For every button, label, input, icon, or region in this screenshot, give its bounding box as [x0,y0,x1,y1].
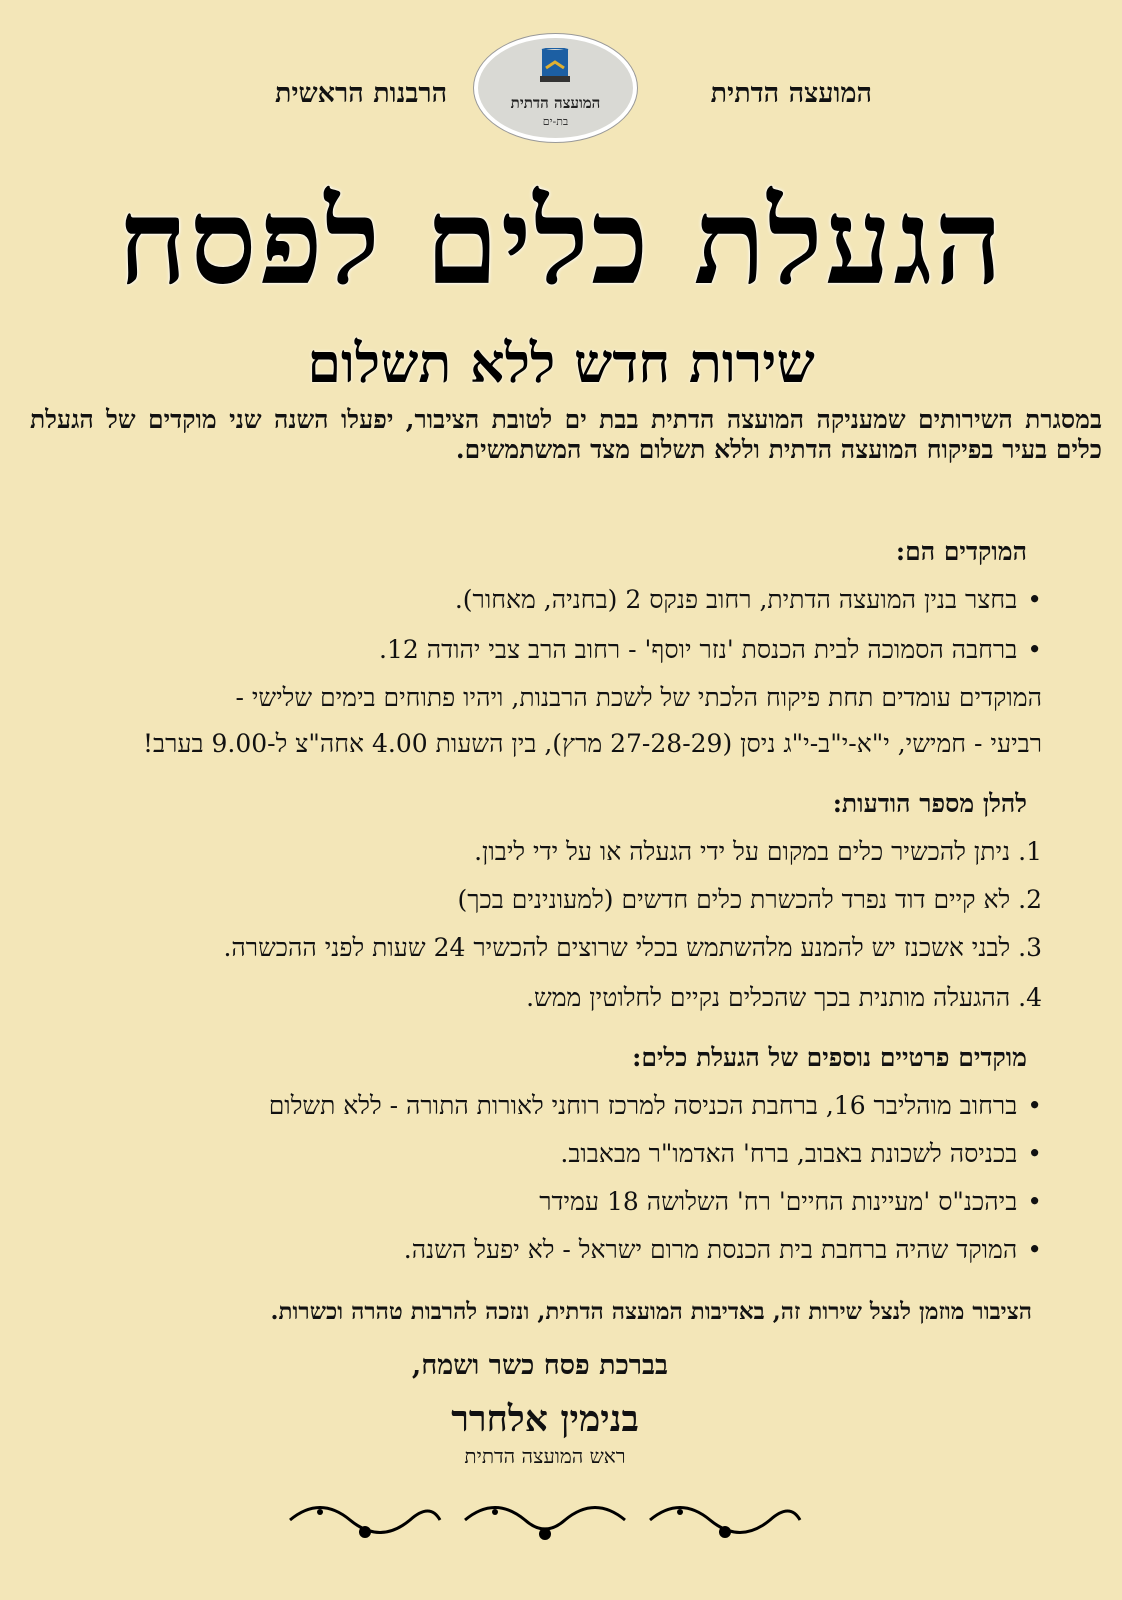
private-location-item: • המוקד שהיה ברחבת בית הכנסת מרום ישראל - לא יפעל השנה. [30,1234,1042,1266]
logo-city: בת-ים [542,115,569,128]
page-subtitle: שירות חדש ללא תשלום [307,331,815,395]
location-item: • ברחבה הסמוכה לבית הכנסת 'נזר יוסף' - רחוב הרב צבי יהודה 12. [30,634,1042,666]
intro-paragraph: במסגרת השירותים שמעניקה המועצה הדתית בבת ים לטובת הציבור, יפעלו השנה שני מוקדים של הגעלת כלים בעיר בפיקוח המועצה הדתית וללא תשלום מצד המשתמשים. [30,405,1102,464]
notice-item: 2. לא קיים דוד נפרד להכשרת כלים חדשים (למעונינים בכך) [457,885,1042,914]
header-council-label: המועצה הדתית [710,78,872,109]
hours-line: רביעי - חמישי, י"א-י"ב-י"ג ניסן (27-28-29 מרץ), בין השעות 4.00 אחה"צ ל-9.00 בערב! [142,729,1042,758]
private-location-item: • ביהכנ"ס 'מעיינות החיים' רח' השלושה 18 עמידר [30,1186,1042,1218]
signature-title: ראש המועצה הדתית [464,1444,626,1468]
locations-section [30,534,1027,570]
private-locations-heading: מוקדים פרטיים נוספים של הגעלת כלים: [632,1043,1027,1072]
private-locations-section [30,1040,1027,1076]
council-logo [474,34,637,142]
page-title: הגעלת כלים לפסח [117,172,1005,311]
private-location-item: • ברחוב מוהליבר 16, ברחבת הכניסה למרכז רוחני לאורות התורה - ללא תשלום [30,1090,1042,1122]
closing-text: הציבור מוזמן לנצל שירות זה, באדיבות המועצה הדתית, ונזכה להרבות טהרה וכשרות. [270,1298,1032,1325]
notice-item: 4. ההגעלה מותנית בכך שהכלים נקיים לחלוטין ממש. [526,983,1042,1012]
notices-heading: להלן מספר הודעות: [832,789,1027,818]
notice-item: 3. לבני אשכנז יש להמנע מלהשתמש בכלי שרוצים להכשיר 24 שעות לפני ההכשרה. [223,933,1042,962]
notices-section [30,786,1027,822]
decorative-flourish-icon [280,1490,810,1550]
notice-item: 1. ניתן להכשיר כלים במקום על ידי הגעלה או על ידי ליבון. [474,837,1042,866]
logo-text: המועצה הדתית [510,94,601,112]
torah-book-icon [536,48,574,84]
private-location-item: • בכניסה לשכונת באבוב, ברח' האדמו"ר מבאבוב. [30,1138,1042,1170]
signature-name: בנימין אלחרר [451,1398,639,1440]
locations-heading: המוקדים הם: [895,537,1027,566]
hours-line: המוקדים עומדים תחת פיקוח הלכתי של לשכת הרבנות, ויהיו פתוחים בימים שלישי - [235,683,1042,712]
greeting: בברכת פסח כשר ושמח, [411,1350,669,1381]
location-item: • בחצר בנין המועצה הדתית, רחוב פנקס 2 (בחניה, מאחור). [30,584,1042,616]
header-rabbinate-label: הרבנות הראשית [275,78,448,109]
